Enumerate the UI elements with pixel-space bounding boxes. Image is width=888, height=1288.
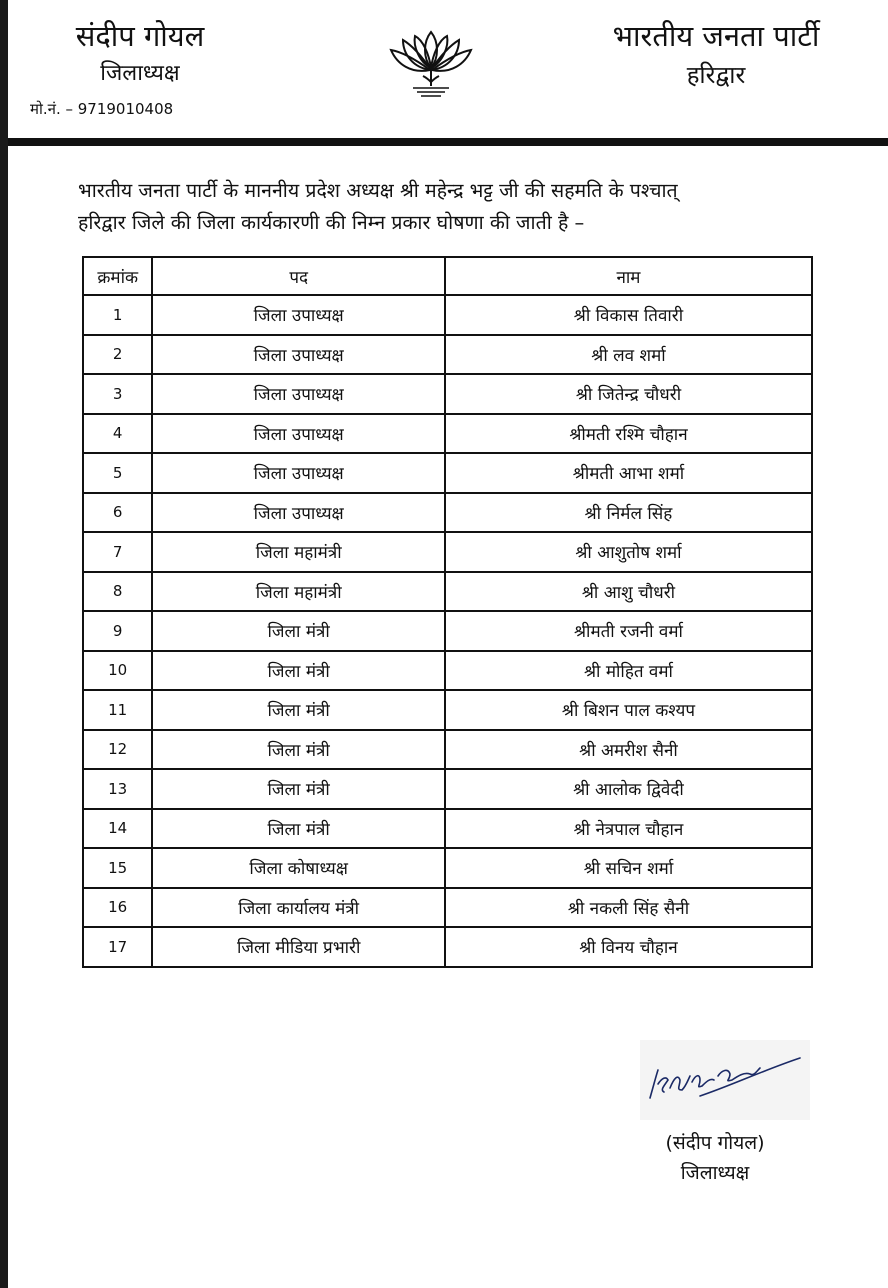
serial-cell: 12 <box>83 730 152 770</box>
post-cell: जिला मंत्री <box>152 611 445 651</box>
name-cell: श्री अमरीश सैनी <box>445 730 812 770</box>
post-cell: जिला महामंत्री <box>152 532 445 572</box>
table-row <box>83 493 812 533</box>
post-cell: जिला कार्यालय मंत्री <box>152 888 445 928</box>
serial-cell: 11 <box>83 690 152 730</box>
post-cell: जिला मंत्री <box>152 809 445 849</box>
column-header-name: नाम <box>445 257 812 295</box>
table-row <box>83 730 812 770</box>
table-row <box>83 335 812 375</box>
serial-cell: 15 <box>83 848 152 888</box>
table-row <box>83 453 812 493</box>
name-cell: श्री बिशन पाल कश्यप <box>445 690 812 730</box>
serial-cell: 9 <box>83 611 152 651</box>
table-header-row <box>83 257 812 295</box>
post-cell: जिला मंत्री <box>152 730 445 770</box>
page-edge <box>0 0 8 1288</box>
column-header-post: पद <box>152 257 445 295</box>
serial-cell: 3 <box>83 374 152 414</box>
name-cell: श्री नकली सिंह सैनी <box>445 888 812 928</box>
serial-cell: 16 <box>83 888 152 928</box>
serial-cell: 4 <box>83 414 152 454</box>
name-cell: श्री सचिन शर्मा <box>445 848 812 888</box>
table-row <box>83 414 812 454</box>
serial-cell: 6 <box>83 493 152 533</box>
city-name: हरिद्वार <box>686 61 746 89</box>
letterhead-right <box>566 14 866 92</box>
president-name: संदीप गोयल <box>75 19 205 53</box>
post-cell: जिला मंत्री <box>152 769 445 809</box>
table-row <box>83 769 812 809</box>
name-cell: श्रीमती रश्मि चौहान <box>445 414 812 454</box>
column-header-serial: क्रमांक <box>83 257 152 295</box>
lotus-icon <box>383 24 479 100</box>
serial-cell: 13 <box>83 769 152 809</box>
name-cell: श्री विकास तिवारी <box>445 295 812 335</box>
table-row <box>83 572 812 612</box>
table-row <box>83 374 812 414</box>
serial-cell: 7 <box>83 532 152 572</box>
intro-line-2: हरिद्वार जिले की जिला कार्यकारणी की निम्न प्रकार घोषणा की जाती है – <box>78 211 585 234</box>
post-cell: जिला उपाध्यक्ष <box>152 453 445 493</box>
serial-cell: 8 <box>83 572 152 612</box>
phone-number: मो.नं. – 9719010408 <box>30 100 174 118</box>
post-cell: जिला मीडिया प्रभारी <box>152 927 445 967</box>
name-cell: श्री आशुतोष शर्मा <box>445 532 812 572</box>
serial-cell: 1 <box>83 295 152 335</box>
table-row <box>83 690 812 730</box>
table-row <box>83 611 812 651</box>
executive-table <box>82 256 813 968</box>
header-divider <box>8 138 888 146</box>
post-cell: जिला मंत्री <box>152 690 445 730</box>
name-cell: श्रीमती आभा शर्मा <box>445 453 812 493</box>
intro-line-1: भारतीय जनता पार्टी के माननीय प्रदेश अध्यक्ष श्री महेन्द्र भट्ट जी की सहमति के पश्चात् <box>78 179 678 202</box>
table-row <box>83 809 812 849</box>
table-row <box>83 651 812 691</box>
post-cell: जिला उपाध्यक्ष <box>152 295 445 335</box>
letterhead-left <box>30 14 250 90</box>
serial-cell: 2 <box>83 335 152 375</box>
name-cell: श्री जितेन्द्र चौधरी <box>445 374 812 414</box>
serial-cell: 5 <box>83 453 152 493</box>
serial-cell: 10 <box>83 651 152 691</box>
post-cell: जिला महामंत्री <box>152 572 445 612</box>
table-row <box>83 927 812 967</box>
signatory-name: (संदीप गोयल) <box>665 1132 765 1154</box>
post-cell: जिला उपाध्यक्ष <box>152 335 445 375</box>
name-cell: श्रीमती रजनी वर्मा <box>445 611 812 651</box>
name-cell: श्री नेत्रपाल चौहान <box>445 809 812 849</box>
intro-paragraph <box>78 175 883 239</box>
post-cell: जिला उपाध्यक्ष <box>152 414 445 454</box>
name-cell: श्री विनय चौहान <box>445 927 812 967</box>
party-name: भारतीय जनता पार्टी <box>612 19 820 53</box>
name-cell: श्री निर्मल सिंह <box>445 493 812 533</box>
post-cell: जिला मंत्री <box>152 651 445 691</box>
name-cell: श्री आलोक द्विवेदी <box>445 769 812 809</box>
signatory-designation: जिलाध्यक्ष <box>680 1162 750 1184</box>
name-cell: श्री मोहित वर्मा <box>445 651 812 691</box>
post-cell: जिला कोषाध्यक्ष <box>152 848 445 888</box>
table-row <box>83 532 812 572</box>
signature <box>640 1040 810 1120</box>
post-cell: जिला उपाध्यक्ष <box>152 374 445 414</box>
president-designation: जिलाध्यक्ष <box>100 61 180 86</box>
name-cell: श्री लव शर्मा <box>445 335 812 375</box>
table-row <box>83 888 812 928</box>
table-row <box>83 848 812 888</box>
name-cell: श्री आशु चौधरी <box>445 572 812 612</box>
serial-cell: 14 <box>83 809 152 849</box>
table-row <box>83 295 812 335</box>
post-cell: जिला उपाध्यक्ष <box>152 493 445 533</box>
serial-cell: 17 <box>83 927 152 967</box>
